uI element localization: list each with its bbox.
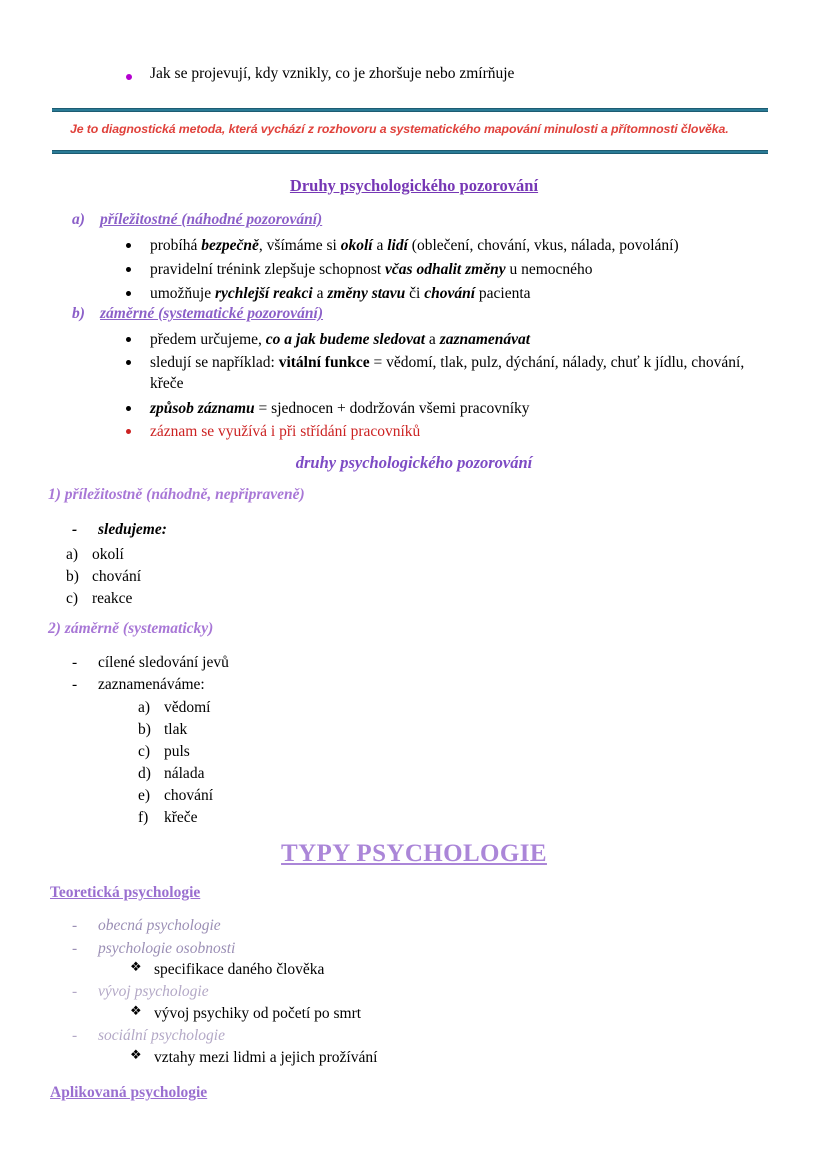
list-item [126,259,766,280]
list-item [126,421,756,442]
bullet-dot-icon [126,267,131,272]
diamond-bullet-icon: ❖ [130,960,142,975]
dash-text: sociální psychologie [98,1027,225,1044]
diamond-text: specifikace daného člověka [154,961,325,978]
heading-aplikovana-psychologie-text: Aplikovaná psychologie [50,1084,208,1101]
dash-item-socialni [72,1027,225,1045]
list-item [66,546,124,564]
bullet-text: předem určujeme, co a jak budeme sledovat a zaznamenávat [150,331,531,348]
bullet-dot-icon [126,243,131,248]
divider-top [52,108,768,112]
list-item [138,787,213,805]
diamond-item-specifikace [130,961,324,979]
heading-teoreticka-psychologie-text: Teoretická psychologie [50,884,201,901]
heading-typy-psychologie [0,840,828,868]
list-marker: a) [66,546,79,563]
list-item [138,809,198,827]
bullet-text: umožňuje rychlejší reakci a změny stavu či chování pacienta [150,285,531,302]
group-title-1: 1) příležitostně (náhodně, nepřipraveně) [48,486,305,503]
callout-text: Je to diagnostická metoda, která vychází z rozhovoru a systematického mapování minulosti a přítomnosti člověka. [70,122,729,136]
list-label-a: příležitostné (náhodné pozorování) [100,211,323,228]
bullet-dot-icon [126,74,132,80]
bullet-text: pravidelní trénink zlepšuje schopnost včas odhalit změny u nemocného [150,261,593,278]
heading-druhy-pozorovani-text: Druhy psychologického pozorování [289,176,539,195]
list-text: tlak [164,721,188,738]
list-text: vědomí [164,699,211,716]
list-text: křeče [164,809,198,826]
list-item [126,283,766,304]
diamond-bullet-icon: ❖ [130,1004,142,1019]
dash-marker-icon: - [72,940,78,957]
heading-aplikovana-psychologie [50,1084,207,1102]
list-text: okolí [92,546,124,563]
dash-text: obecná psychologie [98,917,221,934]
heading-teoreticka-psychologie [50,884,200,902]
bullet-text: probíhá bezpečně, všímáme si okolí a lidí (oblečení, chování, vkus, nálada, povolání) [150,237,679,254]
bullet-dot-icon [126,291,131,296]
list-item-a [72,211,322,229]
dash-item-cilene [72,654,229,672]
bullet-text: způsob záznamu = sjednocen + dodržován všemi pracovníky [150,400,530,417]
top-bullet-text: Jak se projevují, kdy vznikly, co je zhoršuje nebo zmírňuje [150,65,515,82]
list-item [66,590,132,608]
list-text: chování [164,787,214,804]
bullet-text: sledují se například: vitální funkce = vědomí, tlak, pulz, dýchání, nálady, chuť k jídlu, chování, křeče [150,354,745,392]
list-marker: c) [138,743,151,760]
diamond-item-vyvoj-psychiky [130,1005,361,1023]
dash-text: vývoj psychologie [98,983,209,1000]
dash-item-sledujeme [72,521,167,539]
list-marker: c) [66,590,79,607]
list-marker: b) [138,721,151,738]
dash-item-vyvoj [72,983,209,1001]
dash-text: sledujeme: [98,521,167,538]
list-item [126,329,756,350]
list-marker: e) [138,787,151,804]
list-item [138,721,187,739]
list-marker: d) [138,765,151,782]
list-label-b: záměrné (systematické pozorování) [100,305,324,322]
bullet-text: záznam se využívá i při střídání pracovníků [150,423,421,440]
diamond-text: vývoj psychiky od početí po smrt [154,1005,362,1022]
list-text: chování [92,568,142,585]
dash-marker-icon: - [72,521,78,538]
heading-druhy-pozorovani [0,176,828,196]
list-item [126,235,766,256]
diamond-item-vztahy [130,1049,377,1067]
diamond-bullet-icon: ❖ [130,1048,142,1063]
list-text: puls [164,743,190,760]
dash-item-zaznamenavame [72,676,205,694]
list-item [126,398,756,419]
dash-marker-icon: - [72,654,78,671]
heading-druhy-pozorovani-repeat: druhy psychologického pozorování [295,453,533,472]
diamond-text: vztahy mezi lidmi a jejich prožívání [154,1049,378,1066]
dash-text: cílené sledování jevů [98,654,229,671]
list-item [138,743,190,761]
list-text: reakce [92,590,133,607]
list-marker: b) [66,568,79,585]
list-marker: a) [138,699,151,716]
list-marker-a: a) [72,211,85,228]
list-item [126,352,746,394]
dash-text: psychologie osobnosti [98,940,236,957]
dash-item-osobnosti [72,940,235,958]
divider-bottom [52,150,768,154]
dash-marker-icon: - [72,1027,78,1044]
list-text: nálada [164,765,205,782]
dash-marker-icon: - [72,917,78,934]
bullet-dot-icon [126,360,131,365]
dash-marker-icon: - [72,676,78,693]
dash-item-obecna [72,917,221,935]
bullet-dot-icon [126,337,131,342]
group-title-2: 2) záměrně (systematicky) [48,620,214,637]
dash-text: zaznamenáváme: [98,676,205,693]
list-item [138,699,211,717]
bullet-dot-icon [126,406,131,411]
dash-marker-icon: - [72,983,78,1000]
list-marker-b: b) [72,305,85,322]
list-marker: f) [138,809,149,826]
list-item [138,765,204,783]
list-item-b [72,305,323,323]
bullet-dot-icon [126,429,131,434]
list-item [66,568,141,586]
list-item [126,65,746,83]
heading-typy-psychologie-text: TYPY PSYCHOLOGIE [281,840,547,867]
